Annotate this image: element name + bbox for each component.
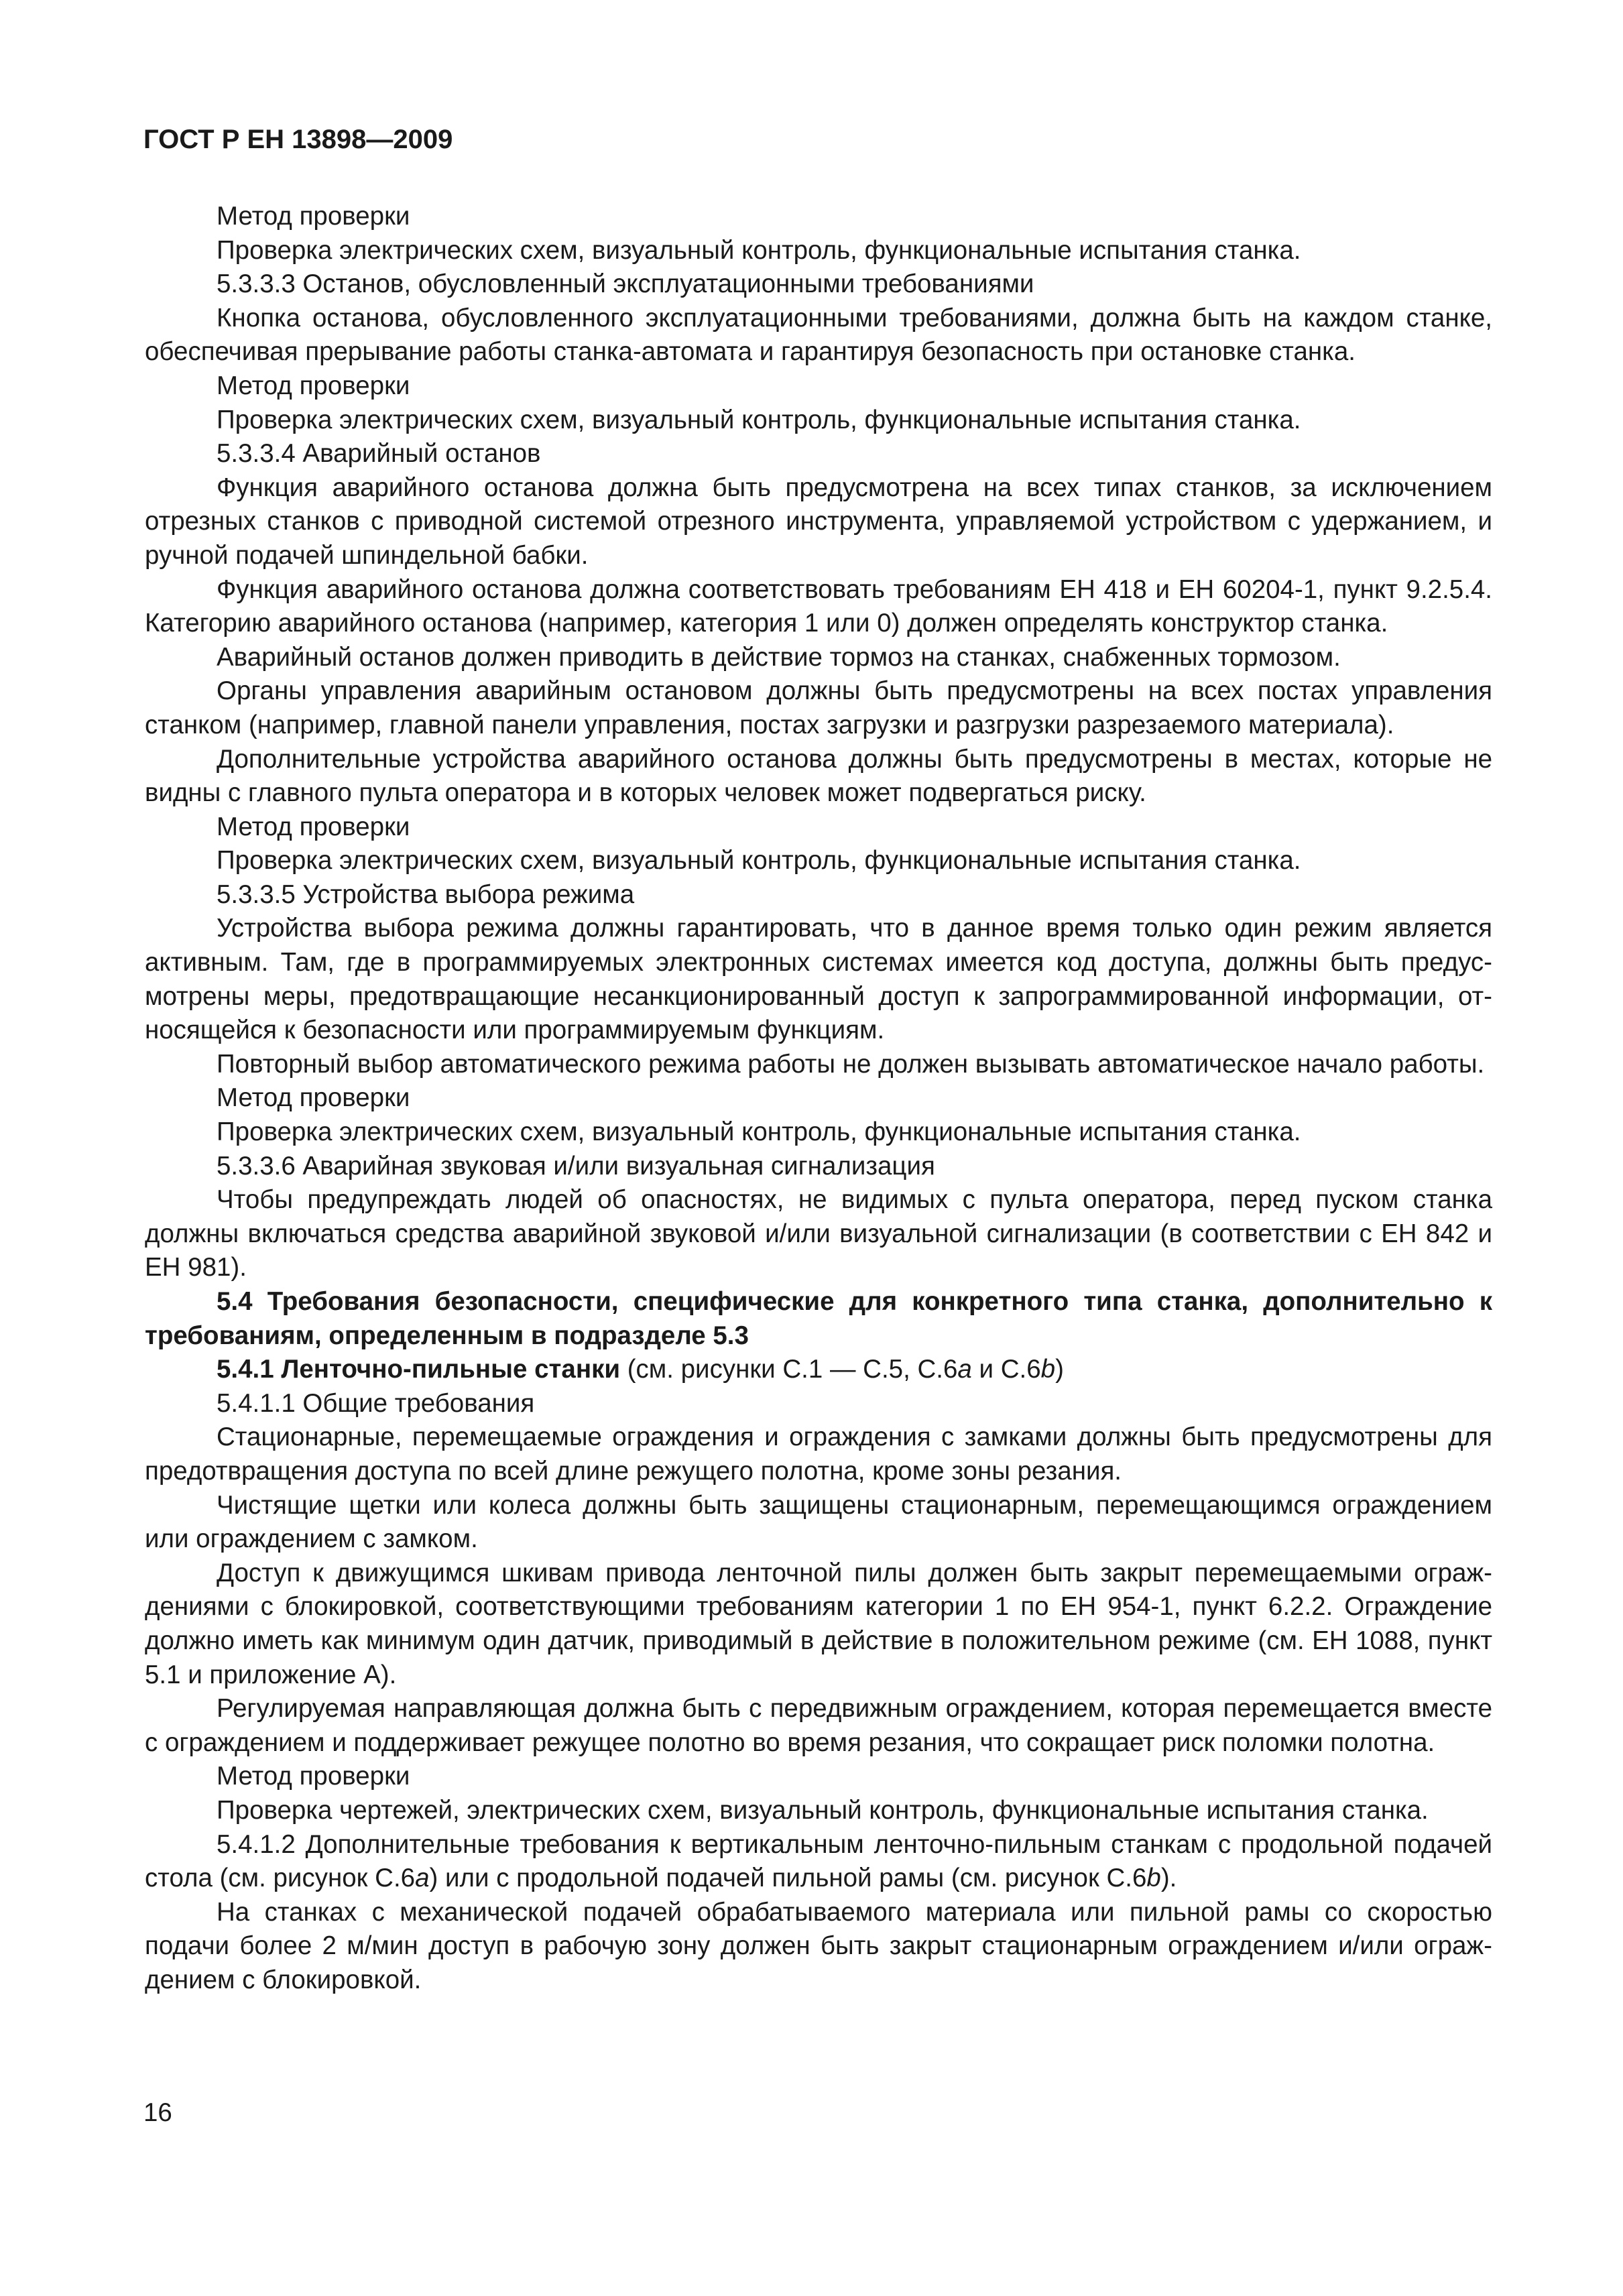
- paragraph: Метод проверки: [217, 1762, 410, 1791]
- paragraph: Метод проверки: [217, 1083, 410, 1113]
- paragraph: Доступ к движущимся шкивам привода ленточной пилы должен быть закрыт перемещаемыми ограждениями с блокировкой, соответствующими требованиям категории 1 по ЕН 954-1, пункт 6.2.2. Ограждение должно иметь как минимум один датчик, приводимый в действие в положительном режиме (см. ЕН 1088, пункт 5.1 и приложение А).: [145, 1558, 1492, 1689]
- subsection-ref-text: (см. рисунки С.1 — С.5, С.6: [620, 1355, 958, 1384]
- subsection-heading: [145, 1353, 1492, 1387]
- clause-heading: 5.3.3.4 Аварийный останов: [217, 439, 541, 469]
- paragraph: Проверка электрических схем, визуальный контроль, функциональные испытания станка.: [217, 1117, 1301, 1147]
- clause-heading: 5.3.3.3 Останов, обусловленный эксплуатационными требованиями: [217, 269, 1034, 299]
- subsection-ref-italic: b: [1040, 1355, 1056, 1384]
- paragraph: Проверка электрических схем, визуальный контроль, функциональные испытания станка.: [217, 235, 1301, 265]
- paragraph: Метод проверки: [217, 202, 410, 231]
- subsection-ref-italic: a: [957, 1355, 972, 1384]
- clause-paragraph: [145, 1828, 1492, 1896]
- paragraph: Функция аварийного останова должна соответствовать требованиям ЕН 418 и ЕН 60204-1, пункт 9.2.5.4. Категорию аварийного останова (например, категория 1 или 0) должен определять конструктор станка.: [145, 575, 1492, 638]
- clause-text: ) или с продольной подачей пильной рамы (см. рисунок С.6: [429, 1864, 1147, 1893]
- paragraph: Проверка электрических схем, визуальный контроль, функциональные испытания станка.: [217, 405, 1301, 434]
- document-body: [145, 200, 1492, 1997]
- paragraph: Проверка электрических схем, визуальный контроль, функциональные испытания станка.: [217, 846, 1301, 875]
- clause-heading: 5.3.3.6 Аварийная звуковая и/или визуальная сигнализация: [217, 1151, 935, 1181]
- paragraph: Функция аварийного останова должна быть предусмотрена на всех типах станков, за исключением отрезных станков с приводной системой отрезного инструмента, управляемой устройством с удержанием, и ручной подачей шпиндельной бабки.: [145, 473, 1492, 570]
- paragraph: Чтобы предупреждать людей об опасностях, не видимых с пульта оператора, перед пуском станка должны включаться средства аварийной звуковой и/или визуальной сигнализации (в соответствии с ЕН 842 и ЕН 981).: [145, 1185, 1492, 1282]
- clause-text: 5.4.1.2 Дополнительные требования к вертикальным ленточно-пильным станкам с продольной подачей стола (см. рисунок С.6: [145, 1829, 1492, 1893]
- document-header: ГОСТ Р ЕН 13898—2009: [143, 125, 453, 154]
- subsection-ref-text: и С.6: [971, 1355, 1041, 1384]
- section-heading: 5.4 Требования безопасности, специфические для конкретного типа станка, дополнительно к требованиям, определенным в подразделе 5.3: [145, 1287, 1492, 1350]
- paragraph: На станках с механической подачей обрабатываемого материала или пильной рамы со скоростью подачи более 2 м/мин доступ в рабочую зону должен быть закрыт стационарным ограждением и/или ограждением с блокировкой.: [145, 1897, 1492, 1994]
- clause-heading: 5.4.1.1 Общие требования: [217, 1388, 535, 1418]
- subsection-ref-text: ): [1055, 1355, 1064, 1384]
- paragraph: Дополнительные устройства аварийного останова должны быть предусмотрены в местах, которые не видны с главного пульта оператора и в которых человек может подвергаться риску.: [145, 744, 1492, 808]
- paragraph: Регулируемая направляющая должна быть с передвижным ограждением, которая перемещается вместе с ограждением и поддерживает режущее полотно во время резания, что сокращает риск поломки полотна.: [145, 1694, 1492, 1757]
- paragraph: Метод проверки: [217, 812, 410, 841]
- clause-heading: 5.3.3.5 Устройства выбора режима: [217, 880, 635, 909]
- paragraph: Устройства выбора режима должны гарантировать, что в данное время только один режим является активным. Там, где в программируемых электронных системах имеется код доступа, должны быть предусмотрены меры, предотвращающие несанкционированный доступ к запрограммированной информации, относящейся к безопасности или программируемым функциям.: [145, 914, 1492, 1045]
- paragraph: Стационарные, перемещаемые ограждения и ограждения с замками должны быть предусмотрены для предотвращения доступа по всей длине режущего полотна, кроме зоны резания.: [145, 1423, 1492, 1486]
- clause-ref-italic: b: [1146, 1864, 1161, 1893]
- paragraph: Метод проверки: [217, 371, 410, 400]
- paragraph: Органы управления аварийным остановом должны быть предусмотрены на всех постах управления станком (например, главной панели управления, постах загрузки и разгрузки разрезаемого материала).: [145, 676, 1492, 739]
- clause-text: ).: [1160, 1864, 1177, 1893]
- paragraph: Кнопка останова, обусловленного эксплуатационными требованиями, должна быть на каждом станке, обеспечивая прерывание работы станка-автомата и гарантируя безопасность при остановке станка.: [145, 303, 1492, 367]
- paragraph: Проверка чертежей, электрических схем, визуальный контроль, функциональные испытания станка.: [217, 1795, 1429, 1825]
- page-number: 16: [143, 2098, 172, 2127]
- paragraph: Аварийный останов должен приводить в действие тормоз на станках, снабженных тормозом.: [217, 642, 1341, 672]
- subsection-title: 5.4.1 Ленточно-пильные станки: [217, 1355, 621, 1384]
- paragraph: Чистящие щетки или колеса должны быть защищены стационарным, перемещающимся ограждением или ограждением с замком.: [145, 1490, 1492, 1554]
- paragraph: Повторный выбор автоматического режима работы не должен вызывать автоматическое начало работы.: [217, 1049, 1485, 1079]
- clause-ref-italic: a: [415, 1864, 430, 1893]
